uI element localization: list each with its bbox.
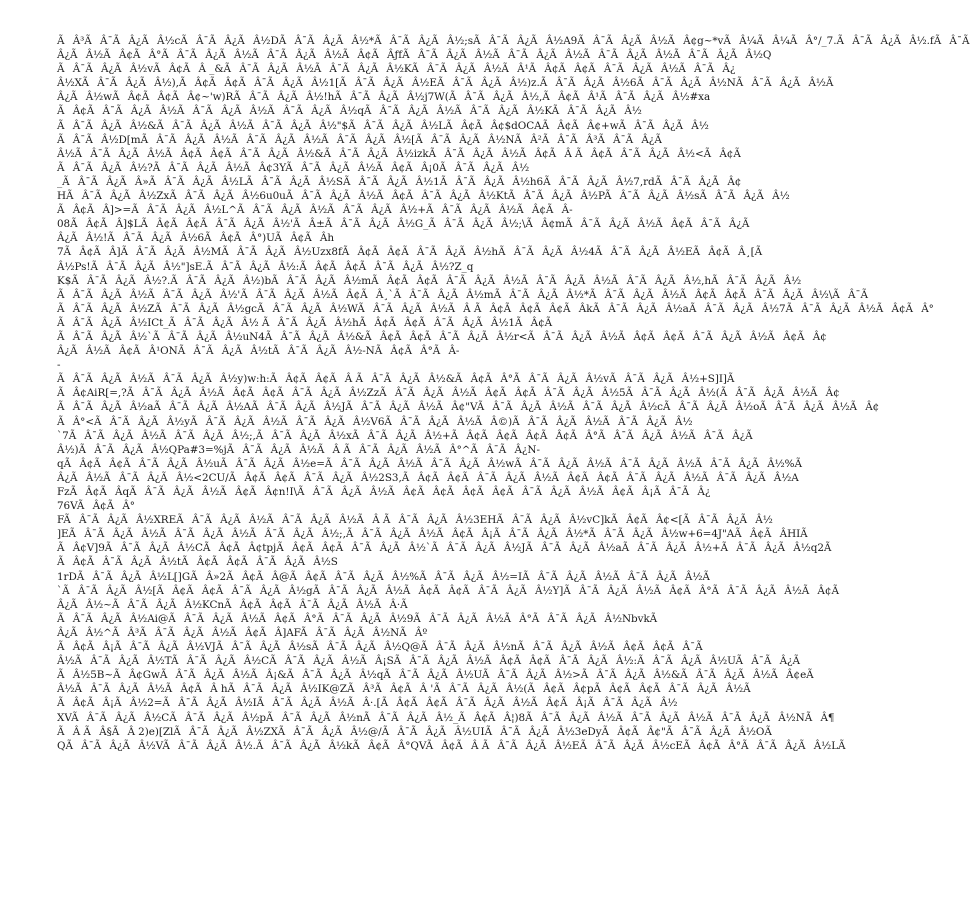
document-text-line: FzÃÂ¢ÃÂqÃÂ¯ÃÂ¿ÃÂ½ÃÂ¢ÃÂ¢n!I\ÃÂ¯ÃÂ¿ÃÂ½ÃÂ¢ÃÂ¢ÃÂ¢ÃÂ¢ÃÂ¯ÃÂ¿ÃÂ½ÃÂ¢ÃÂ¡ÃÂ¯ÃÂ¿ [57, 486, 711, 498]
document-text-line: `ÃÂ¯ÃÂ¿ÃÂ½[ÃÂ¢ÃÂ¢ÃÂ¯ÃÂ¿ÃÂ½gÃÂ¯ÃÂ¿ÃÂ½ÃÂ¢ÃÂ¢ÃÂ¯ÃÂ¿ÃÂ½Y]ÃÂ¯ÃÂ¿ÃÂ½ÃÂ¢ÃÂ°ÃÂ¯ÃÂ¿ÃÂ½ÃÂ¢Ã [57, 584, 839, 597]
document-text-line: ÃÂ¯ÃÂ¿ÃÂ½ICt_ÃÂ¯ÃÂ¿ÃÂ½ ÃÂ¯ÃÂ¿ÃÂ½hÃÂ¢ÃÂ¢ÃÂ¯ÃÂ¿ÃÂ½1ÃÂ¢Ã [57, 316, 553, 329]
document-page [57, 34, 970, 894]
document-text-line: 76VÃÂ¢ÃÂ° [57, 500, 135, 513]
document-text-line: ÃÂ³ÃÂ¯ÃÂ¿ÃÂ½cÃÂ¯ÃÂ¿ÃÂ½DÃÂ¯ÃÂ¿ÃÂ½*ÃÂ¯ÃÂ¿ÃÂ½;sÃÂ¯ÃÂ¿ÃÂ½A9ÃÂ¯ÃÂ¿ÃÂ½ÃÂ¢g~*vÃÂ¼ÃÂ¼ÃÂ°/_7.ÃÂ¯ÃÂ¿ÃÂ½.fÃÂ¯Ã [57, 35, 970, 47]
document-text-line: ÃÂ¯ÃÂ¿ÃÂ½?ÃÂ¯ÃÂ¿ÃÂ½ÃÂ¢3YÃÂ¯ÃÂ¿ÃÂ½ÃÂ¢ÃÂ¡0ÃÂ¯ÃÂ¿ÃÂ½ [57, 161, 530, 174]
document-text-line: 7ÃÂ¢ÃÂ]ÃÂ¯ÃÂ¿ÃÂ½MÃÂ¯ÃÂ¿ÃÂ½Uzx8fÃÂ¢ÃÂ¢ÃÂ¯ÃÂ¿ÃÂ½hÃÂ¯ÃÂ¿ÃÂ½4ÃÂ¯ÃÂ¿ÃÂ½EÃÂ¢ÃÂ¸[Ã [57, 246, 763, 259]
document-text-line: 08ÃÂ¢ÃÂ]$LÃÂ¢ÃÂ¢ÃÂ¯ÃÂ¿ÃÂ½'ÃÂ±ÃÂ¯ÃÂ¿ÃÂ½G_ÃÂ¯ÃÂ¿ÃÂ½;\ÃÂ¢mÃÂ¯ÃÂ¿ÃÂ½ÃÂ¢ÃÂ¯ÃÂ¿Ã [57, 218, 750, 231]
document-text-line: Â½)ÃÂ¯ÃÂ¿ÃÂ½QPa#3=%jÃÂ¯ÃÂ¿ÃÂ½ÃÂ ÃÂ¯ÃÂ¿ÃÂ½ÃÂ°^ÃÂ¯ÃÂ¿N- [57, 443, 540, 456]
document-text-line: 1rDÃÂ¯ÃÂ¿ÃÂ½L[]GÃÂ»2ÃÂ¢ÃÂ@ÃÂ¢ÃÂ¯ÃÂ¿ÃÂ½%ÃÂ¯ÃÂ¿ÃÂ½=IÃÂ¯ÃÂ¿ÃÂ½ÃÂ¯ÃÂ¿ÃÂ½Ã [57, 570, 710, 583]
document-text-line: qÃÂ¢ÃÂ¢ÃÂ¯ÃÂ¿ÃÂ½uÃÂ¯ÃÂ¿ÃÂ½e=ÃÂ¯ÃÂ¿ÃÂ½ÃÂ¯ÃÂ¿ÃÂ½wÃÂ¯ÃÂ¿ÃÂ½ÃÂ¯ÃÂ¿ÃÂ½ÃÂ¯ÃÂ¿ÃÂ½%Ã [57, 457, 802, 470]
document-text-line: Â½ÃÂ¯ÃÂ¿ÃÂ½TÃÂ¯ÃÂ¿ÃÂ½CÃÂ¯ÃÂ¿ÃÂ½ÃÂ¡SÃÂ¯ÃÂ¿ÃÂ½ÃÂ¢ÃÂ¢ÃÂ¯ÃÂ¿ÃÂ½:ÃÂ¯ÃÂ¿ÃÂ½UÃÂ¯ÃÂ¿Ã [57, 655, 800, 668]
document-text-line: Â½Ps!ÃÂ¯ÃÂ¿ÃÂ½"]sE.ÃÂ¯ÃÂ¿ÃÂ½:ÃÂ¢ÃÂ¢ÃÂ¯ÃÂ¿ÃÂ½?Z_q [57, 260, 474, 273]
document-text-line: Â½XÃÂ¯ÃÂ¿ÃÂ½),ÃÂ¢ÃÂ¢ÃÂ¯ÃÂ¿ÃÂ½1[ÃÂ¯ÃÂ¿ÃÂ½EÃÂ¯ÃÂ¿ÃÂ½)z.ÃÂ¯ÃÂ¿ÃÂ½6ÃÂ¯ÃÂ¿ÃÂ½NÃÂ¯ÃÂ¿ÃÂ½Ã [57, 77, 834, 90]
document-text-line: ÃÂ¢V]9ÃÂ¯ÃÂ¿ÃÂ½CÃÂ¢ÃÂ¢tpjÃÂ¢ÃÂ¢ÃÂ¯ÃÂ¿ÃÂ½`ÃÂ¯ÃÂ¿ÃÂ½JÃÂ¯ÃÂ¿ÃÂ½aÃÂ¯ÃÂ¿ÃÂ½+ÃÂ¯ÃÂ¿ÃÂ½q2Ã [57, 542, 832, 555]
document-text-line: HÃÂ¯ÃÂ¿ÃÂ½ZxÃÂ¯ÃÂ¿ÃÂ½6u0uÃÂ¯ÃÂ¿ÃÂ½ÃÂ¢ÃÂ¯ÃÂ¿ÃÂ½KtÃÂ¯ÃÂ¿ÃÂ½PÃÂ¯ÃÂ¿ÃÂ½sÃÂ¯ÃÂ¿ÃÂ½ [57, 190, 790, 203]
document-text-line: ÃÂ¯ÃÂ¿ÃÂ½ÃÂ¯ÃÂ¿ÃÂ½y)w:h:ÃÂ¢ÃÂ¢ÃÂ ÃÂ¯ÃÂ¿ÃÂ½&ÃÂ¢ÃÂ°ÃÂ¯ÃÂ¿ÃÂ½vÃÂ¯ÃÂ¿ÃÂ½+S]I]Ã [57, 373, 735, 386]
document-text-line: ÃÂ¯ÃÂ¿ÃÂ½ZÃÂ¯ÃÂ¿ÃÂ½gcÃÂ¯ÃÂ¿ÃÂ½WÃÂ¯ÃÂ¿ÃÂ½ÃÂ ÃÂ¢ÃÂ¢ÃÂ¢ÃÂkÃÂ¯ÃÂ¿ÃÂ½aÃÂ¯ÃÂ¿ÃÂ½7ÃÂ¯ÃÂ¿ÃÂ½ÃÂ¢ÃÂ° [57, 302, 934, 315]
document-text-line: ]EÃÂ¯ÃÂ¿ÃÂ½ÃÂ¯ÃÂ¿ÃÂ½ÃÂ¯ÃÂ¿ÃÂ½;,ÃÂ¯ÃÂ¿ÃÂ½ÃÂ¢ÃÂ¡ÃÂ¯ÃÂ¿ÃÂ½*ÃÂ¯ÃÂ¿ÃÂ½w+6=4J"AÃÂ¢ÃÂHIÃ [57, 528, 808, 541]
document-text-line: Â¿ÃÂ½wÃÂ¢ÃÂ¢ÃÂ¢~'w)RÃÂ¯ÃÂ¿ÃÂ½!hÃÂ¯ÃÂ¿ÃÂ½j7W(ÃÂ¯ÃÂ¿ÃÂ½,ÃÂ¢ÃÂ¹ÃÂ¯ÃÂ¿ÃÂ½#xa [57, 91, 711, 104]
document-text-line: Â¿ÃÂ½!ÃÂ¯ÃÂ¿ÃÂ½6ÃÂ¢ÃÂ°)UÃÂ¢ÃÂh [57, 232, 335, 245]
document-text-line: ÃÂ ÃÂ§ÃÂ 2)e)[ZlÃÂ¯ÃÂ¿ÃÂ½ZXÃÂ¯ÃÂ¿ÃÂ½@/ÃÂ¯ÃÂ¿ÃÂ½UIÃÂ¯ÃÂ¿ÃÂ½3eDyÃÂ¢ÃÂ¢"ÃÂ¯ÃÂ¿ÃÂ½OÃ [57, 725, 772, 738]
document-text-line: Â¿ÃÂ½ÃÂ¢ÃÂ°ÃÂ¯ÃÂ¿ÃÂ½ÃÂ¯ÃÂ¿ÃÂ½ÃÂ¢ÃÂƒfÃÂ¯ÃÂ¿ÃÂ½ÃÂ¯ÃÂ¿ÃÂ½ÃÂ¯ÃÂ¿ÃÂ½ÃÂ¯ÃÂ¿ÃÂ½Q [57, 49, 772, 62]
document-text-line: _ÃÂ¯ÃÂ¿ÃÂ»ÃÂ¯ÃÂ¿ÃÂ½LÃÂ¯ÃÂ¿ÃÂ½SÃÂ¯ÃÂ¿ÃÂ½1ÃÂ¯ÃÂ¿ÃÂ½h6ÃÂ¯ÃÂ¿ÃÂ½7,rdÃÂ¯ÃÂ¿ÃÂ¢ [57, 175, 742, 188]
document-text-line: XVÃÂ¯ÃÂ¿ÃÂ½CÃÂ¯ÃÂ¿ÃÂ½pÃÂ¯ÃÂ¿ÃÂ½nÃÂ¯ÃÂ¿ÃÂ½_ÃÂ¢ÃÂ¦)8ÃÂ¯ÃÂ¿ÃÂ½ÃÂ¯ÃÂ¿ÃÂ½ÃÂ¯ÃÂ¿ÃÂ½NÃÂ¶ [57, 711, 835, 724]
document-text-line: ÃÂ¢ÃÂ]>=ÃÂ¯ÃÂ¿ÃÂ½L^ÃÂ¯ÃÂ¿ÃÂ½ÃÂ¯ÃÂ¿ÃÂ½+ÃÂ¯ÃÂ¿ÃÂ½ÃÂ¢ÃÂ- [57, 204, 573, 217]
document-text-line: ÃÂ½5B~ÃÂ¢GwÃÂ¯ÃÂ¿ÃÂ½ÃÂ¡&ÃÂ¯ÃÂ¿ÃÂ½qÃÂ¯ÃÂ¿ÃÂ½UÃÂ¯ÃÂ¿ÃÂ½>ÃÂ¯ÃÂ¿ÃÂ½&ÃÂ¯ÃÂ¿ÃÂ½ÃÂ¢eÃ [57, 669, 814, 682]
document-text-line: ÃÂ¯ÃÂ¿ÃÂ½aÃÂ¯ÃÂ¿ÃÂ½AÃÂ¯ÃÂ¿ÃÂ½JÃÂ¯ÃÂ¿ÃÂ½ÃÂ¢"VÃÂ¯ÃÂ¿ÃÂ½ÃÂ¯ÃÂ¿ÃÂ½cÃÂ¯ÃÂ¿ÃÂ½oÃÂ¯ÃÂ¿ÃÂ½ÃÂ¢ [57, 401, 880, 414]
document-text-line: Â¿ÃÂ½~ÃÂ¯ÃÂ¿ÃÂ½KCnÃÂ¢ÃÂ¢ÃÂ¯ÃÂ¿ÃÂ½ÃÂ·Ã [57, 598, 408, 611]
document-text-line: FÃÂ¯ÃÂ¿ÃÂ½XREÃÂ¯ÃÂ¿ÃÂ½ÃÂ¯ÃÂ¿ÃÂ½ÃÂ ÃÂ¯ÃÂ¿ÃÂ½3EHÃÂ¯ÃÂ¿ÃÂ½vC]kÃÂ¢ÃÂ¢<[ÃÂ¯ÃÂ¿ÃÂ½ [57, 514, 773, 527]
document-text-line: QÃÂ¯ÃÂ¿ÃÂ½VÃÂ¯ÃÂ¿ÃÂ½.ÃÂ¯ÃÂ¿ÃÂ½kÃÂ¢ÃÂ°QVÃÂ¢ÃÂ ÃÂ¯ÃÂ¿ÃÂ½EÃÂ¯ÃÂ¿ÃÂ½cEÃÂ¢ÃÂ°ÃÂ¯ÃÂ¿ÃÂ½LÃ [57, 739, 846, 752]
document-text-line: Â½ÃÂ¯ÃÂ¿ÃÂ½ÃÂ¢ÃÂ¢ÃÂ¯ÃÂ¿ÃÂ½&ÃÂ¯ÃÂ¿ÃÂ½izkÃÂ¯ÃÂ¿ÃÂ½ÃÂ¢ÃÂ ÃÂ¢ÃÂ¯ÃÂ¿ÃÂ½<ÃÂ¢Ã [57, 147, 741, 160]
document-text-line: Â¿ÃÂ½ÃÂ¯ÃÂ¿ÃÂ½<2CU/ÃÂ¢ÃÂ¢ÃÂ¯ÃÂ¿ÃÂ½2S3,ÃÂ¢ÃÂ¢ÃÂ¯ÃÂ¿ÃÂ½ÃÂ¢ÃÂ¢ÃÂ¯ÃÂ¿ÃÂ½ÃÂ¯ÃÂ¿ÃÂ½A [57, 471, 799, 484]
document-text-line: ÃÂ¯ÃÂ¿ÃÂ½vÃÂ¢ÃÂ _&ÃÂ¯ÃÂ¿ÃÂ½ÃÂ¯ÃÂ¿ÃÂ½KÃÂ¯ÃÂ¿ÃÂ½ÃÂ¹ÃÂ¢ÃÂ¢ÃÂ¯ÃÂ¿ÃÂ½ÃÂ¯ÃÂ¿ [57, 63, 736, 76]
document-text-line: Â¿ÃÂ½^ÃÂ³ÃÂ¯ÃÂ¿ÃÂ½ÃÂ¢ÃÂ]AFÃÂ¯ÃÂ¿ÃÂ½NÃÂº [57, 626, 428, 639]
document-text-line: ÃÂ¢ÃÂ¡ÃÂ¯ÃÂ¿ÃÂ½VJÃÂ¯ÃÂ¿ÃÂ½sÃÂ¯ÃÂ¿ÃÂ½Q@ÃÂ¯ÃÂ¿ÃÂ½nÃÂ¯ÃÂ¿ÃÂ½ÃÂ¢ÃÂ¢ÃÂ¯Ã [57, 641, 703, 654]
document-text-line: ÃÂ°<ÃÂ¯ÃÂ¿ÃÂ½yÃÂ¯ÃÂ¿ÃÂ½ÃÂ¯ÃÂ¿ÃÂ½V6ÃÂ¯ÃÂ¿ÃÂ½ÃÂ©)ÃÂ¯ÃÂ¿ÃÂ½ÃÂ¯ÃÂ¿ÃÂ½ [57, 415, 693, 428]
document-text-line: ÃÂ¢AiR[=,?ÃÂ¯ÃÂ¿ÃÂ½ÃÂ¢ÃÂ¢ÃÂ¯ÃÂ¿ÃÂ½ZzÃÂ¯ÃÂ¿ÃÂ½ÃÂ¢ÃÂ¢ÃÂ¯ÃÂ¿ÃÂ½5ÃÂ¯ÃÂ¿ÃÂ½(ÃÂ¯ÃÂ¿ÃÂ½ÃÂ¢ [57, 387, 840, 400]
document-text-line: ÃÂ¯ÃÂ½D[mÃÂ¯ÃÂ¿ÃÂ½ÃÂ¯ÃÂ¿ÃÂ½ÃÂ¯ÃÂ¿ÃÂ½[ÃÂ¯ÃÂ¿ÃÂ½NÃÂ²ÃÂ¯ÃÂ³ÃÂ¯ÃÂ¿Ã [57, 133, 662, 146]
document-text-line: - [57, 359, 61, 372]
document-text-line: ÃÂ¯ÃÂ¿ÃÂ½Ai@ÃÂ¯ÃÂ¿ÃÂ½ÃÂ¢ÃÂ°ÃÂ¯ÃÂ¿ÃÂ½9ÃÂ¯ÃÂ¿ÃÂ½ÃÂ°ÃÂ¯ÃÂ¿ÃÂ½NbvkÃ [57, 612, 658, 625]
document-text-line: K$ÃÂ¯ÃÂ¿ÃÂ½?.ÃÂ¯ÃÂ¿ÃÂ½)bÃÂ¯ÃÂ¿ÃÂ½mÃÂ¢ÃÂ¢ÃÂ¯ÃÂ¿ÃÂ½ÃÂ¯ÃÂ¿ÃÂ½ÃÂ¯ÃÂ¿ÃÂ½,hÃÂ¯ÃÂ¿ÃÂ½ [57, 274, 802, 287]
document-text-line: ÃÂ¢ÃÂ¯ÃÂ¿ÃÂ½ÃÂ¯ÃÂ¿ÃÂ½ÃÂ¯ÃÂ¿ÃÂ½qÃÂ¯ÃÂ¿ÃÂ½ÃÂ¯ÃÂ¿ÃÂ½KÃÂ¯ÃÂ¿ÃÂ½ [57, 105, 642, 118]
document-text-line: ÃÂ¯ÃÂ¿ÃÂ½&ÃÂ¯ÃÂ¿ÃÂ½ÃÂ¯ÃÂ¿ÃÂ½"$ÃÂ¯ÃÂ¿ÃÂ½LÃÂ¢ÃÂ¢$dOCAÃÂ¢ÃÂ¢+wÃÂ¯ÃÂ¿ÃÂ½ [57, 119, 709, 132]
document-text-line: `7ÃÂ¯ÃÂ¿ÃÂ½ÃÂ¯ÃÂ¿ÃÂ½;,ÃÂ¯ÃÂ¿ÃÂ½xÃÂ¯ÃÂ¿ÃÂ½+ÃÂ¢ÃÂ¢ÃÂ¢ÃÂ¢ÃÂ°ÃÂ¯ÃÂ¿ÃÂ½ÃÂ¯ÃÂ¿Ã [57, 429, 753, 442]
document-text-line: ÃÂ¢ÃÂ¡ÃÂ½2=ÃÂ¯ÃÂ¿ÃÂ½IÃÂ¯ÃÂ¿ÃÂ½ÃÂ·.[ÃÂ¢ÃÂ¢ÃÂ¯ÃÂ¿ÃÂ½ÃÂ¢ÃÂ¡ÃÂ¯ÃÂ¿ÃÂ½ [57, 697, 678, 710]
document-text-line: ÃÂ¢ÃÂ¯ÃÂ¿ÃÂ½tÃÂ¢ÃÂ¢ÃÂ¯ÃÂ¿ÃÂ½S [57, 556, 338, 569]
document-text-line: ÃÂ¯ÃÂ¿ÃÂ½`ÃÂ¯ÃÂ¿ÃÂ½uN4ÃÂ¯ÃÂ¿ÃÂ½&ÃÂ¢ÃÂ¢ÃÂ¯ÃÂ¿ÃÂ½r<ÃÂ¯ÃÂ¿ÃÂ½ÃÂ¢ÃÂ¢ÃÂ¯ÃÂ¿ÃÂ½ÃÂ¢ÃÂ¢ [57, 330, 827, 343]
document-text-line: Â¿ÃÂ½ÃÂ¢ÃÂ¹ONÃÂ¯ÃÂ¿ÃÂ½tÃÂ¯ÃÂ¿ÃÂ½-NÃÂ¢ÃÂ°ÃÂ- [57, 345, 460, 358]
document-text-line: Â½ÃÂ¯ÃÂ¿ÃÂ½ÃÂ¢ÃÂ hÃÂ¯ÃÂ¿ÃÂ½IK@ZÃÂ³ÃÂ¢ÃÂ 'ÃÂ¯ÃÂ¿ÃÂ½(ÃÂ¢ÃÂ¢pÃÂ¢ÃÂ¢ÃÂ¯ÃÂ¿ÃÂ½Ã [57, 683, 751, 696]
document-text-line: ÃÂ¯ÃÂ¿ÃÂ½ÃÂ¯ÃÂ¿ÃÂ½'ÃÂ¯ÃÂ¿ÃÂ½ÃÂ¢ÃÂ¸`ÃÂ¯ÃÂ¿ÃÂ½mÃÂ¯ÃÂ¿ÃÂ½*ÃÂ¯ÃÂ¿ÃÂ½ÃÂ¢ÃÂ¢ÃÂ¯ÃÂ¿ÃÂ½\ÃÂ¯Ã [57, 288, 869, 301]
